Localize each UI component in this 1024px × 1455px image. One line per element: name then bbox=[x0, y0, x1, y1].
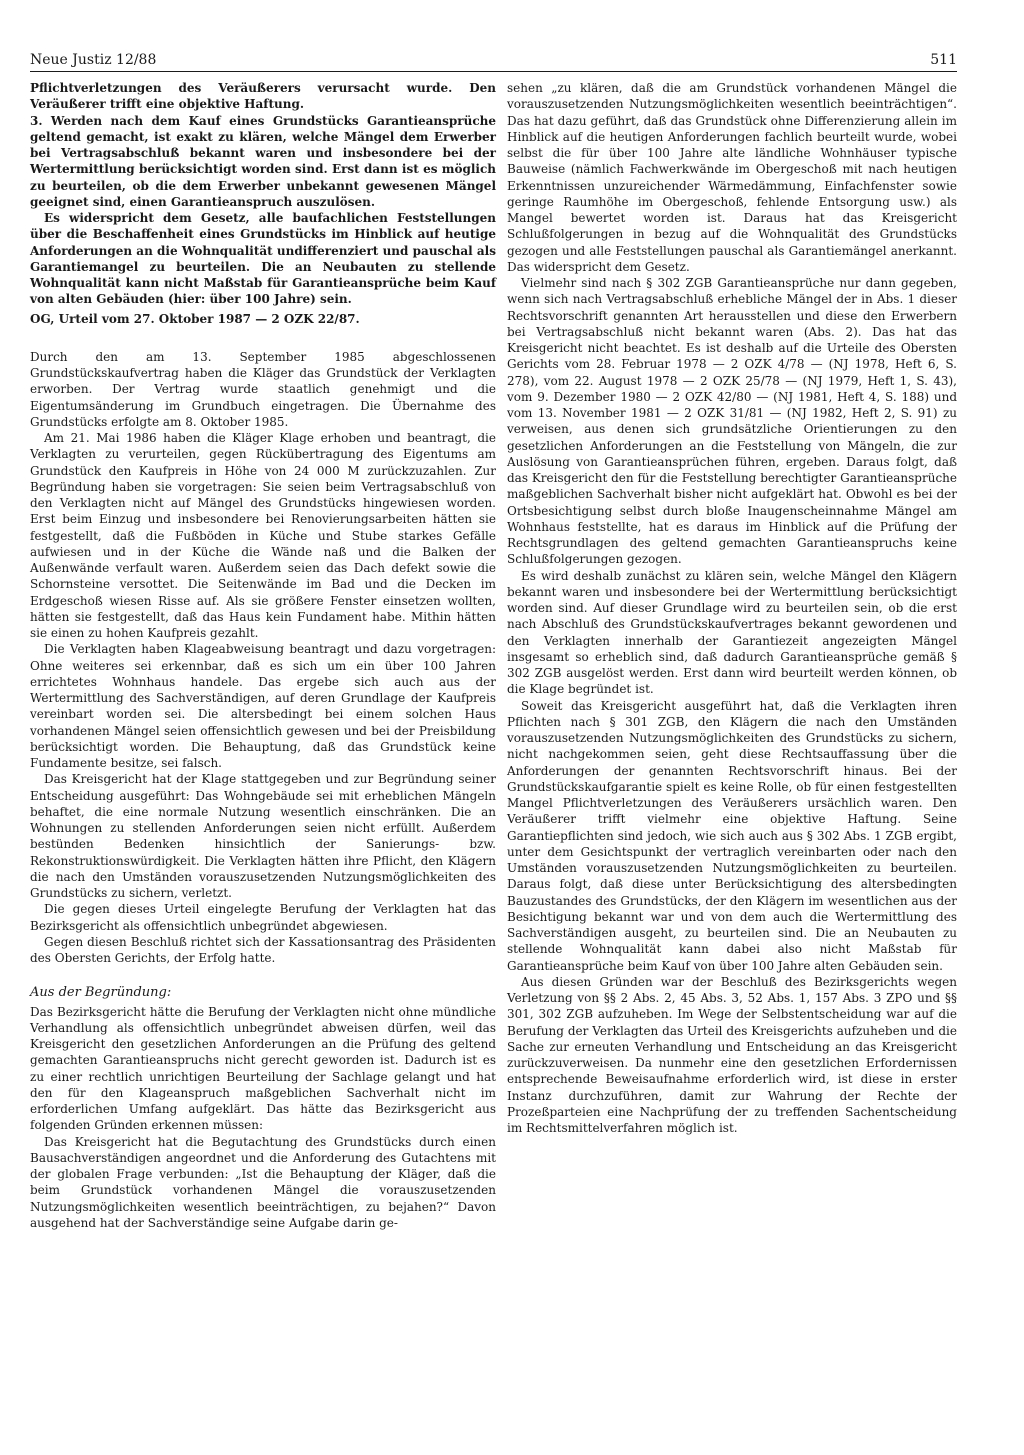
summary-paragraph: Es widerspricht dem Gesetz, alle baufachlichen Feststellungen über die Beschaffenheit eines Grundstücks im Hinblick auf heutige Anforderungen an die Wohnqualität undifferenziert und pauschal als Garantiemangel zu beurteilen. Die an Neubauten zu stellende Wohnqualität kann nicht Maßstab für Garantieansprüche beim Kauf von alten Gebäuden (hier: über 100 Jahre) sein. bbox=[30, 211, 496, 307]
facts-paragraph: Die gegen dieses Urteil eingelegte Berufung der Verklagten hat das Bezirksgericht als offensichtlich unbegründet abgewiesen. bbox=[30, 902, 496, 933]
spacer bbox=[30, 966, 496, 983]
body-paragraph: Es wird deshalb zunächst zu klären sein, welche Mängel den Klägern bekannt waren und insbesondere bei der Wertermittlung berücksichtigt worden sind. Auf dieser Grundlage wird zu beurteilen sein, ob die erst nach Abschluß des Grundstückskaufvertrages bekannt gewordenen und den Verklagten innerhalb der Garantiezeit angezeigten Mängel insgesamt so erheblich sind, daß dadurch Garantieansprüche gemäß § 302 ZGB ausgelöst werden. Erst dann wird beurteilt werden können, ob die Klage begründet ist. bbox=[507, 568, 957, 697]
reasons-paragraph: Das Bezirksgericht hätte die Berufung der Verklagten nicht ohne mündliche Verhandlung als offensichtlich unbegründet abweisen dürfen, weil das Kreisgericht den gesetzlichen Anforderungen an die Prüfung des geltend gemachten Garantieanspruchs nicht gerecht geworden ist. Dadurch ist es zu einer rechtlich unrichtigen Beurteilung der Sachlage gelangt und hat den für den Klageanspruch maßgeblichen Sachverhalt nicht im erforderlichen Umfang aufgeklärt. Das hätte das Bezirksgericht aus folgenden Gründen erkennen müssen: bbox=[30, 1004, 496, 1133]
body-paragraph: sehen „zu klären, daß die am Grundstück vorhandenen Mängel die vorauszusetzenden Nutzungsmöglichkeiten wesentlich beeinträchtigen“. Das hat dazu geführt, daß das Grundstück ohne Differenzierung allein im Hinblick auf die heutigen Anforderungen fachlich beurteilt wurde, wobei selbst die für über 100 Jahre alte ländliche Wohnhäuser typische Bauweise (nämlich Fachwerkwände im Obergeschoß mit nach heutigen Erkenntnissen unzureichender Wärmedämmung, Einfachfenster sowie geringe Raumhöhe im Obergeschoß, fehlende Entsorgung usw.) als Mangel bewertet worden ist. Daraus hat das Kreisgericht Schlußfolgerungen in bezug auf die Wohnqualität des Grundstücks gezogen und alle Feststellungen pauschal als Garantiemängel anerkannt. Das widerspricht dem Gesetz. bbox=[507, 81, 957, 274]
body-paragraph: Vielmehr sind nach § 302 ZGB Garantieansprüche nur dann gegeben, wenn sich nach Vertragsabschluß erhebliche Mängel der in Abs. 1 dieser Rechtsvorschrift genannten Art herausstellen und diese den Erwerbern bei Vertragsabschluß nicht bekannt waren (Abs. 2). Das hat das Kreisgericht nicht beachtet. Es ist deshalb auf die Urteile des Obersten Gerichts vom 28. Februar 1978 — 2 OZK 4/78 — (NJ 1978, Heft 6, S. 278), vom 22. August 1978 — 2 OZK 25/78 — (NJ 1979, Heft 1, S. 43), vom 9. Dezember 1980 — 2 OZK 42/80 — (NJ 1981, Heft 4, S. 188) und vom 13. November 1981 — 2 OZK 31/81 — (NJ 1982, Heft 2, S. 91) zu verweisen, aus denen sich grundsätzliche Orientierungen zu den gesetzlichen Anforderungen an die Feststellung von Mängeln, die zur Auslösung von Garantieansprüchen führen, ergeben. Daraus folgt, daß das Kreisgericht den für die Feststellung berechtigter Garantieansprüche maßgeblichen Sachverhalt bisher nicht aufgeklärt hat. Obwohl es bei der Ortsbesichtigung selbst durch bloße Inaugenscheinnahme Mängel am Wohnhaus feststellte, hat es daraus im Hinblick auf die Prüfung der Rechtsgrundlagen des geltend gemachten Garantieanspruchs keine Schlußfolgerungen gezogen. bbox=[507, 276, 957, 567]
right-column bbox=[507, 80, 957, 1136]
summary-paragraph: 3. Werden nach dem Kauf eines Grundstücks Garantieansprüche geltend gemacht, ist exakt zu klären, welche Mängel dem Erwerber bei Vertragsabschluß bekannt waren und insbesondere bei der Wertermittlung berücksichtigt worden sind. Erst dann ist es möglich zu beurteilen, ob die dem Erwerber unbekannt gewesenen Mängel geeignet sind, einen Garantieanspruch auszulösen. bbox=[30, 113, 496, 209]
facts-paragraph: Gegen diesen Beschluß richtet sich der Kassationsantrag des Präsidenten des Obersten Gerichts, der Erfolg hatte. bbox=[30, 934, 496, 965]
header-rule bbox=[30, 71, 957, 72]
body-paragraph: Soweit das Kreisgericht ausgeführt hat, daß die Verklagten ihren Pflichten nach § 301 ZGB, den Klägern die nach den Umständen vorauszusetzenden Nutzungsmöglichkeiten des Grundstücks zu sichern, nicht nachgekommen seien, geht diese Rechtsauffassung über die Anforderungen der genannten Rechtsvorschrift hinaus. Bei der Grundstückskaufgarantie spielt es keine Rolle, ob für einen festgestellten Mangel Pflichtverletzungen des Veräußerers ursächlich waren. Den Veräußerer trifft vielmehr eine objektive Haftung. Seine Garantiepflichten sind jedoch, wie sich auch aus § 302 Abs. 1 ZGB ergibt, unter dem Gesichtspunkt der vertraglich vereinbarten oder nach den Umständen vorauszusetzenden Nutzungsmöglichkeiten zu beurteilen. Daraus folgt, daß diese unter Berücksichtigung des altersbedingten Bauzustandes des Grundstücks, der den Klägern im wesentlichen aus der Besichtigung bekannt war und von dem auch die Wertermittlung des Sachverständigen ausgeht, zu beurteilen sind. Die an Neubauten zu stellende Wohnqualität kann dabei also nicht Maßstab für Garantieansprüche beim Kauf von über 100 Jahre alten Gebäuden sein. bbox=[507, 698, 957, 973]
reasons-heading: Aus der Begründung: bbox=[30, 985, 172, 1001]
left-column bbox=[30, 80, 496, 1231]
facts-paragraph: Durch den am 13. September 1985 abgeschlossenen Grundstückskaufvertrag haben die Kläger das Grundstück der Verklagten erworben. Der Vertrag wurde staatlich genehmigt und die Eigentumsänderung im Grundbuch eingetragen. Die Übernahme des Grundstücks erfolgte am 8. Oktober 1985. bbox=[30, 349, 496, 429]
body-paragraph: Aus diesen Gründen war der Beschluß des Bezirksgerichts wegen Verletzung von §§ 2 Abs. 2, 45 Abs. 3, 52 Abs. 1, 157 Abs. 3 ZPO und §§ 301, 302 ZGB aufzuheben. Im Wege der Selbstentscheidung war auf die Berufung der Verklagten das Urteil des Kreisgerichts aufzuheben und die Sache zur erneuten Verhandlung und Entscheidung an das Kreisgericht zurückzuverweisen. Da nunmehr eine den gesetzlichen Erfordernissen entsprechende Beweisaufnahme erforderlich wird, ist diese in erster Instanz durchzuführen, damit zur Wahrung der Rechte der Prozeßparteien eine Nachprüfung der zu treffenden Sachentscheidung im Rechtsmittelverfahren möglich ist. bbox=[507, 974, 957, 1135]
summary-paragraph: Pflichtverletzungen des Veräußerers verursacht wurde. Den Veräußerer trifft eine objektive Haftung. bbox=[30, 81, 496, 112]
spacer bbox=[30, 327, 496, 349]
journal-title: Neue Justiz 12/88 bbox=[30, 52, 157, 68]
facts-paragraph: Am 21. Mai 1986 haben die Kläger Klage erhoben und beantragt, die Verklagten zu verurteilen, gegen Rückübertragung des Eigentums am Grundstück den Kaufpreis in Höhe von 24 000 M zurückzuzahlen. Zur Begründung haben sie vorgetragen: Sie seien beim Vertragsabschluß von den Verklagten nicht auf Mängel des Grundstücks hingewiesen worden. Erst beim Einzug und insbesondere bei Renovierungsarbeiten hätten sie festgestellt, daß die Fußböden in Küche und Stube starkes Gefälle aufwiesen und in der Küche die Wände naß und die Balken der Außenwände verfault waren. Außerdem seien das Dach defekt sowie die Schornsteine versottet. Die Seitenwände im Bad und die Decken im Erdgeschoß wiesen Risse auf. Als sie größere Fenster einsetzen wollten, hätten sie festgestellt, daß das Haus kein Fundament habe. Mithin hätten sie einen zu hohen Kaufpreis gezahlt. bbox=[30, 431, 496, 640]
page-number: 511 bbox=[930, 52, 957, 68]
facts-paragraph: Das Kreisgericht hat der Klage stattgegeben und zur Begründung seiner Entscheidung ausgeführt: Das Wohngebäude sei mit erheblichen Mängeln behaftet, die eine normale Nutzung wesentlich einschränken. Die an Wohnungen zu stellenden Anforderungen seien nicht erfüllt. Außerdem bestünden Bedenken hinsichtlich der Sanierungs- bzw. Rekonstruktionswürdigkeit. Die Verklagten hätten ihre Pflicht, den Klägern die nach den Umständen vorauszusetzenden Nutzungsmöglichkeiten des Grundstücks zu sichern, verletzt. bbox=[30, 772, 496, 900]
reasons-paragraph: Das Kreisgericht hat die Begutachtung des Grundstücks durch einen Bausachverständigen angeordnet und die Anforderung des Gutachtens mit der globalen Frage verbunden: „Ist die Behauptung der Kläger, daß die beim Grundstück vorhandenen Mängel die vorauszusetzenden Nutzungsmöglichkeiten wesentlich beeinträchtigen, zu bejahen?“ Davon ausgehend hat der Sachverständige seine Aufgabe darin ge- bbox=[30, 1134, 496, 1230]
facts-paragraph: Die Verklagten haben Klageabweisung beantragt und dazu vorgetragen: Ohne weiteres sei erkennbar, daß es sich um ein über 100 Jahren errichtetes Wohnhaus handele. Das ergebe sich auch aus der Wertermittlung des Sachverständigen, auf deren Grundlage der Kaufpreis vereinbart worden sei. Die altersbedingt bei einem solchen Haus vorhandenen Mängel seien offensichtlich gewesen und bei der Preisbildung berücksichtigt worden. Die Behauptung, daß das Grundstück keine Fundamente besitze, sei falsch. bbox=[30, 642, 496, 770]
case-citation: OG, Urteil vom 27. Oktober 1987 — 2 OZK 22/87. bbox=[30, 311, 360, 326]
